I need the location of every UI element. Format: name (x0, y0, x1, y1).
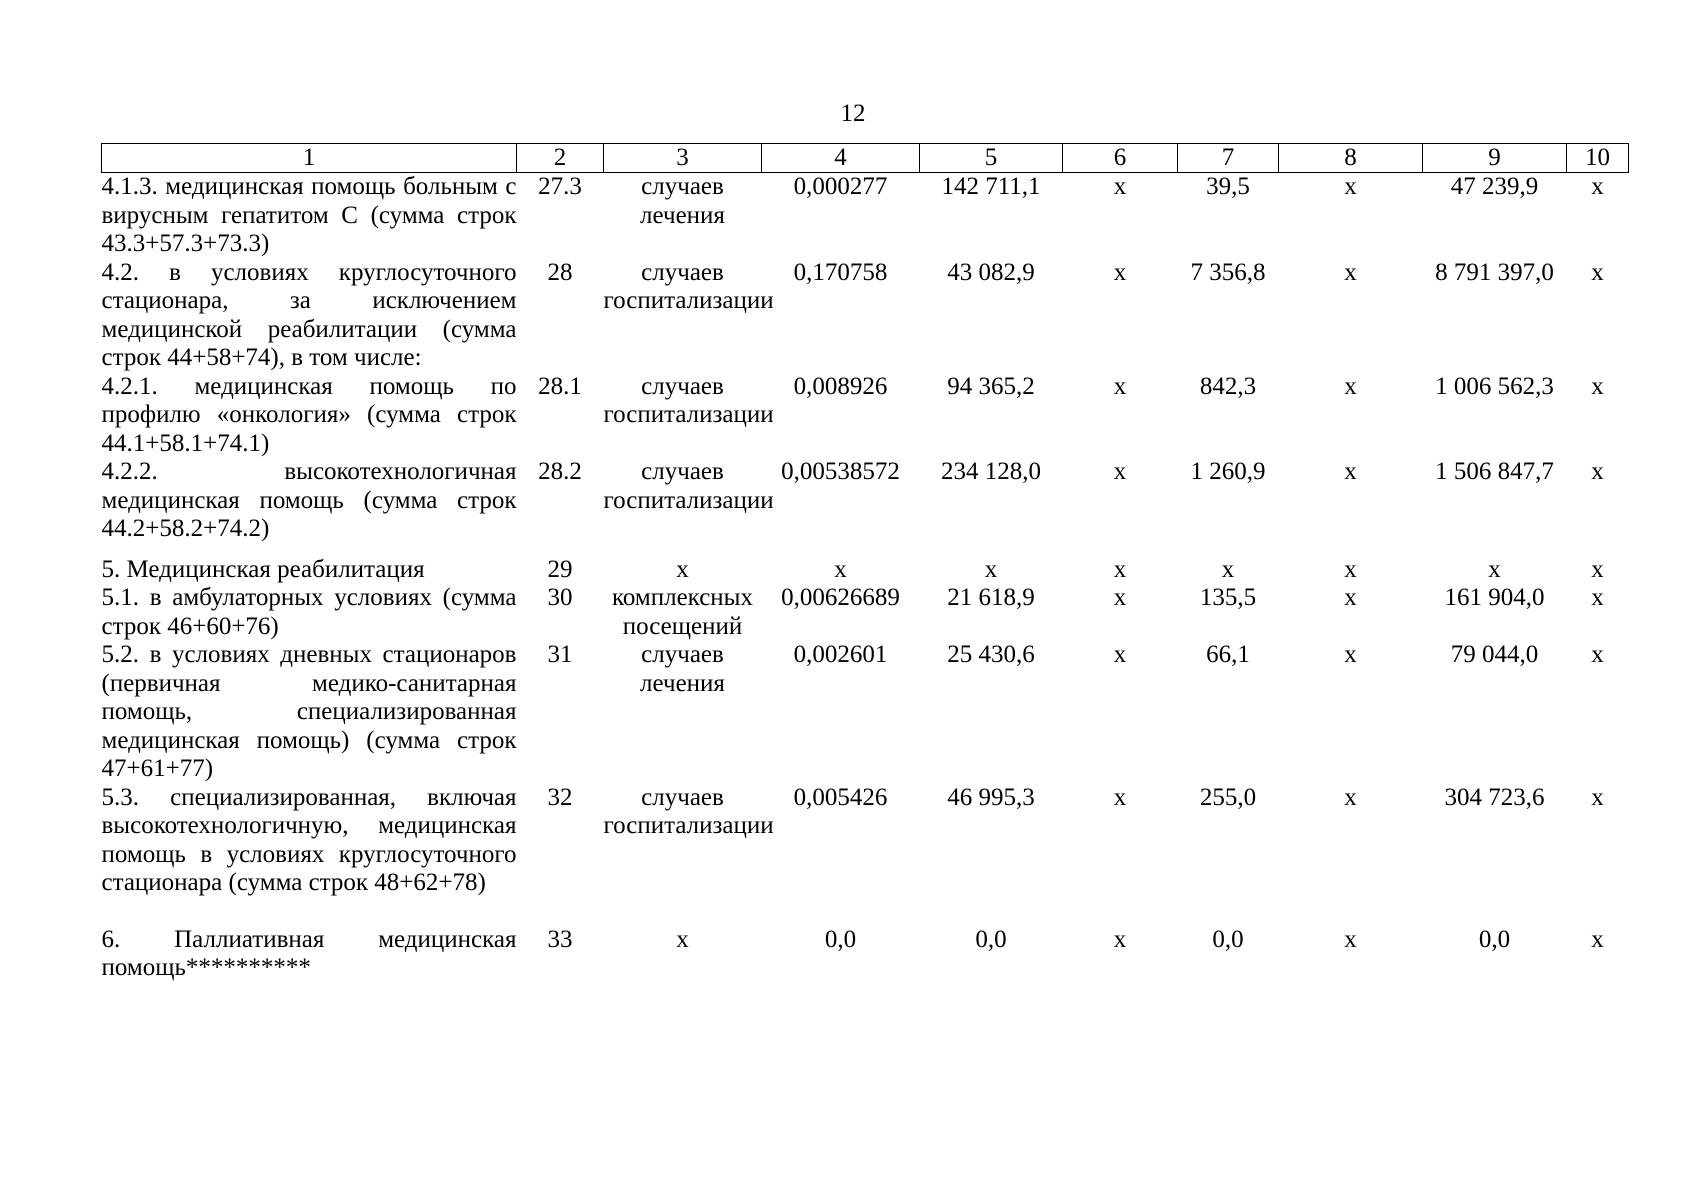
cell-col4: 0,005426 (793, 783, 888, 811)
cell-col5: 21 618,9 (947, 584, 1035, 611)
cell-col6: х (1113, 641, 1127, 668)
cell-col10: х (1591, 925, 1604, 953)
cell-col4: 0,00626689 (781, 584, 900, 611)
cell-col10: х (1591, 173, 1604, 200)
cell-col9: 47 239,9 (1450, 173, 1539, 200)
table-row (102, 584, 1629, 641)
cell-col6: х (1113, 258, 1127, 286)
row-number: 28.2 (538, 458, 582, 485)
row-unit: случаев лечения (640, 173, 725, 229)
cell-col7: 0,0 (1212, 925, 1244, 953)
cell-col5: 142 711,1 (941, 173, 1041, 200)
cell-col4: 0,170758 (793, 258, 888, 286)
row-unit: случаев лечения (640, 641, 725, 697)
row-number: 31 (547, 641, 573, 668)
cell-col7: 39,5 (1206, 173, 1250, 200)
cell-col8: х (1344, 458, 1357, 485)
cell-col6: х (1113, 925, 1127, 953)
row-name: 4.2.1. медицинская помощь по профилю «онкология» (сумма строк 44.1+58.1+74.1) (101, 372, 517, 457)
cell-col9: 79 044,0 (1450, 641, 1539, 668)
cell-col9: х (1488, 555, 1501, 583)
row-unit: х (676, 555, 689, 583)
row-unit: случаев госпитализации (603, 258, 774, 314)
row-number: 28.1 (538, 372, 582, 400)
cell-col8: х (1344, 641, 1357, 668)
cell-col8: х (1344, 173, 1357, 200)
cell-col5: х (984, 555, 998, 583)
cell-col5: 25 430,6 (947, 641, 1035, 668)
column-header: 6 (1063, 144, 1178, 173)
table-row (102, 898, 1629, 983)
row-name: 5.1. в амбулаторных условиях (сумма строк 46+60+76) (101, 584, 517, 640)
row-number: 33 (547, 925, 573, 953)
row-unit: случаев госпитализации (603, 783, 774, 839)
cell-col5: 46 995,3 (947, 783, 1035, 811)
row-number: 30 (547, 584, 573, 611)
row-number: 27.3 (538, 173, 582, 200)
cell-col10: х (1591, 372, 1604, 400)
cell-col6: х (1113, 372, 1127, 400)
column-header: 7 (1178, 144, 1279, 173)
cell-col8: х (1344, 258, 1357, 286)
row-number: 29 (547, 555, 573, 583)
column-header: 5 (920, 144, 1063, 173)
row-unit: комплексных посещений (612, 584, 753, 640)
cell-col8: х (1344, 925, 1357, 953)
page-number: 12 (840, 100, 866, 127)
table-header (102, 144, 1629, 173)
row-name: 4.2.2. высокотехнологичная медицинская помощь (сумма строк 44.2+58.2+74.2) (101, 458, 517, 542)
cell-col9: 304 723,6 (1444, 783, 1545, 811)
column-header: 4 (762, 144, 920, 173)
row-unit: случаев госпитализации (603, 372, 774, 428)
cell-col8: х (1344, 372, 1357, 400)
cell-col5: 43 082,9 (947, 258, 1035, 286)
row-name: 5.3. специализированная, включая высокотехнологичную, медицинская помощь в условиях круглосуточного стационара (сумма строк 48+62+78) (101, 783, 517, 896)
column-header: 8 (1279, 144, 1423, 173)
table-row (102, 173, 1629, 259)
cell-col8: х (1344, 584, 1357, 611)
column-header: 9 (1423, 144, 1567, 173)
cell-col5: 94 365,2 (947, 372, 1035, 400)
cell-col7: 66,1 (1206, 641, 1250, 668)
cell-col6: х (1113, 555, 1127, 583)
cell-col8: х (1344, 555, 1357, 583)
cell-col7: 842,3 (1199, 372, 1257, 400)
row-name: 6. Паллиативная медицинская помощь********** (101, 925, 517, 981)
table-row (102, 784, 1629, 898)
row-name: 5. Медицинская реабилитация (101, 555, 425, 583)
cell-col6: х (1113, 458, 1127, 485)
cell-col4: 0,0 (824, 925, 857, 953)
column-header: 2 (517, 144, 604, 173)
column-header: 10 (1567, 144, 1629, 173)
row-unit: х (676, 925, 689, 953)
cell-col7: 1 260,9 (1190, 458, 1266, 485)
row-name: 4.2. в условиях круглосуточного стационара, за исключением медицинской реабилитации (сумма строк 44+58+74), в том числе: (101, 258, 517, 371)
cell-col10: х (1591, 458, 1604, 485)
row-name: 4.1.3. медицинская помощь больным с вирусным гепатитом С (сумма строк 43.3+57.3+73.3) (101, 173, 517, 257)
cell-col10: х (1591, 258, 1604, 286)
table-row (102, 373, 1629, 459)
cell-col9: 8 791 397,0 (1435, 258, 1554, 286)
cell-col9: 161 904,0 (1444, 584, 1545, 611)
cell-col10: х (1591, 783, 1604, 811)
header-row (102, 144, 1629, 173)
row-number: 28 (547, 258, 573, 286)
cell-col10: х (1591, 555, 1604, 583)
cell-col5: 0,0 (975, 925, 1007, 953)
cell-col9: 0,0 (1478, 925, 1511, 953)
table-row (102, 458, 1629, 544)
column-header: 1 (102, 144, 517, 173)
cell-col4: х (834, 555, 847, 583)
cell-col7: х (1221, 555, 1235, 583)
cell-col4: 0,00538572 (781, 458, 900, 485)
cell-col6: х (1113, 783, 1127, 811)
cell-col7: 255,0 (1199, 783, 1257, 811)
cell-col10: х (1591, 584, 1604, 611)
row-name: 5.2. в условиях дневных стационаров (первичная медико-санитарная помощь, специализированная медицинская помощь) (сумма строк 47+61+77) (101, 641, 517, 782)
cell-col9: 1 506 847,7 (1435, 458, 1554, 485)
cell-col4: 0,000277 (793, 173, 888, 200)
cell-col9: 1 006 562,3 (1435, 372, 1554, 400)
table-row (102, 641, 1629, 784)
cell-col4: 0,008926 (793, 372, 888, 400)
row-number: 32 (547, 783, 573, 811)
column-header: 3 (604, 144, 762, 173)
cell-col7: 135,5 (1199, 584, 1257, 611)
cell-col5: 234 128,0 (941, 458, 1041, 485)
cell-col10: х (1591, 641, 1604, 668)
cell-col7: 7 356,8 (1190, 258, 1266, 286)
row-unit: случаев госпитализации (603, 458, 774, 514)
data-table (101, 143, 1629, 983)
table-row (102, 259, 1629, 373)
cell-col6: х (1113, 173, 1127, 200)
cell-col4: 0,002601 (793, 641, 888, 668)
table-row (102, 544, 1629, 585)
table-body (102, 173, 1629, 983)
cell-col8: х (1344, 783, 1357, 811)
cell-col6: х (1113, 584, 1127, 611)
